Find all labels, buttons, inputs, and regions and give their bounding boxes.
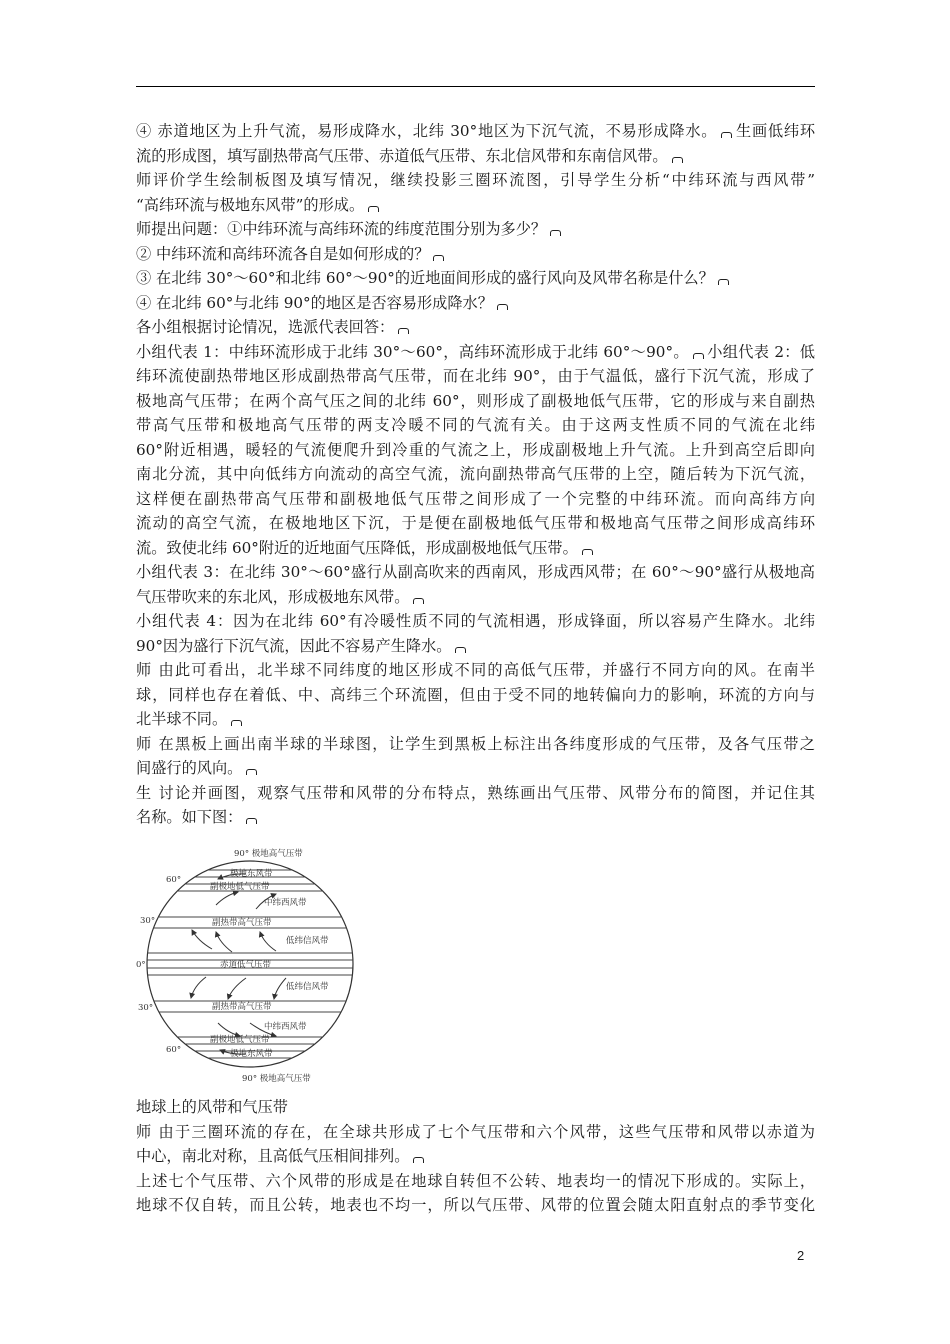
lat-60n: 60° xyxy=(166,875,182,885)
text-line-content: 60°附近相遇，暖轻的气流便爬升到冷重的气流之上，形成副极地上升气流。上升到高空后即向 xyxy=(136,440,815,459)
text-line-content: “高纬环流与极地东风带”的形成。 xyxy=(136,195,365,214)
text-line-content: 师评价学生绘制板图及填写情况，继续投影三圈环流图，引导学生分析“中纬环流与西风带” xyxy=(136,171,815,189)
text-line xyxy=(136,389,815,414)
paragraph-mark-icon xyxy=(693,353,704,359)
header-rule xyxy=(136,86,815,87)
text-line-content: 带高气压带和极地高气压带的两支冷暖不同的气流有关。由于这两支性质不同的气流在北纬 xyxy=(136,416,815,434)
paragraph-mark-icon xyxy=(582,549,593,555)
text-line xyxy=(136,266,815,291)
paragraph-mark-icon xyxy=(398,328,409,334)
paragraph-mark-icon xyxy=(413,598,424,604)
text-line xyxy=(136,217,815,242)
text-line xyxy=(136,1120,815,1145)
bottom-label: 90° 极地高气压带 xyxy=(242,1074,311,1084)
text-line-content: 师 由此可看出，北半球不同纬度的地区形成不同的高低气压带，并盛行不同方向的风。在南半 xyxy=(136,661,815,679)
text-line-content: 流动的高空气流，在极地地区下沉，于是便在副极地低气压带和极地高气压带之间形成高纬环 xyxy=(136,514,815,532)
body-text xyxy=(136,119,815,830)
label-westerly-n: 中纬西风带 xyxy=(264,898,307,908)
text-line-content: 师 在黑板上画出南半球的半球图，让学生到黑板上标注出各纬度形成的气压带，及各气压带之 xyxy=(136,734,815,753)
label-trade-n: 低纬信风带 xyxy=(286,936,329,946)
text-line xyxy=(136,438,815,463)
text-line xyxy=(136,340,815,365)
text-line-content: 地球上的风带和气压带 xyxy=(136,1098,288,1116)
label-polar-easterly-n: 极地东风带 xyxy=(230,869,273,879)
text-line-content: 小组代表 4：因为在北纬 60°有冷暖性质不同的气流相遇，形成锋面，所以容易产生降水。北纬 xyxy=(136,612,815,630)
text-line-content: 纬环流使副热带地区形成副热带高气压带，而在北纬 90°，由于气温低，盛行下沉气流，形成了 xyxy=(136,367,815,385)
lat-30n: 30° xyxy=(140,916,156,926)
text-line xyxy=(136,144,815,169)
paragraph-mark-icon xyxy=(672,157,683,163)
paragraph-mark-icon xyxy=(721,132,732,138)
text-line xyxy=(136,168,815,193)
paragraph-mark-icon xyxy=(246,818,257,824)
label-trade-s: 低纬信风带 xyxy=(286,982,329,992)
text-line-content: ④ 赤道地区为上升气流，易形成降水，北纬 30°地区为下沉气流，不易形成降水。 xyxy=(136,122,718,140)
text-line xyxy=(136,683,815,708)
text-line-content: 间盛行的风向。 xyxy=(136,759,243,777)
text-line xyxy=(136,805,815,830)
label-polar-easterly-s: 极地东风带 xyxy=(230,1049,273,1059)
text-line-content: 上述七个气压带、六个风带的形成是在地球自转但不公转、地表均一的情况下形成的。实际上， xyxy=(136,1171,815,1190)
paragraph-mark-icon xyxy=(497,304,508,310)
text-line-content: 流的形成图，填写副热带高气压带、赤道低气压带、东北信风带和东南信风带。 xyxy=(136,146,668,165)
text-line xyxy=(136,291,815,316)
text-line xyxy=(136,732,815,757)
text-line xyxy=(136,364,815,389)
text-line xyxy=(136,536,815,561)
text-line-content: 生 讨论并画图，观察气压带和风带的分布特点，熟练画出气压带、风带分布的简图，并记住其 xyxy=(136,783,815,802)
label-subtropical-high-n: 副热带高气压带 xyxy=(212,918,272,928)
text-line-content: 师提出问题：①中纬环流与高纬环流的纬度范围分别为多少？ xyxy=(136,220,547,238)
text-line xyxy=(136,487,815,512)
text-line-content: ④ 在北纬 60°与北纬 90°的地区是否容易形成降水？ xyxy=(136,293,493,312)
text-line xyxy=(136,193,815,218)
text-line xyxy=(136,119,815,144)
lat-30s: 30° xyxy=(138,1003,154,1013)
body-text-continued xyxy=(136,1095,815,1218)
text-line-content: ② 中纬环流和高纬环流各自是如何形成的？ xyxy=(136,244,430,263)
text-line xyxy=(136,1193,815,1218)
text-line xyxy=(136,511,815,536)
text-line xyxy=(136,1169,815,1194)
label-subpolar-low-n: 副极地低气压带 xyxy=(210,882,270,892)
text-line xyxy=(136,242,815,267)
text-line-content: 南北分流，其中向低纬方向流动的高空气流，流向副热带高气压带的上空，随后转为下沉气流， xyxy=(136,465,815,483)
text-line-content: 师 由于三圈环流的存在，在全球共形成了七个气压带和六个风带，这些气压带和风带以赤道为 xyxy=(136,1122,815,1141)
label-westerly-s: 中纬西风带 xyxy=(264,1022,307,1032)
text-line xyxy=(136,634,815,659)
top-label: 90° 极地高气压带 xyxy=(234,849,303,859)
text-line xyxy=(136,609,815,634)
text-line xyxy=(136,658,815,683)
label-subpolar-low-s: 副极地低气压带 xyxy=(210,1035,270,1045)
text-line-tail: 小组代表 2：低 xyxy=(706,342,815,361)
text-line-content: 这样便在副热带高气压带和副极地低气压带之间形成了一个完整的中纬环流。而向高纬方向 xyxy=(136,489,815,508)
lat-0: 0° xyxy=(136,960,146,970)
text-line xyxy=(136,1095,815,1120)
text-line-content: 中心，南北对称，且高低气压相间排列。 xyxy=(136,1147,410,1165)
paragraph-mark-icon xyxy=(433,255,444,261)
text-line xyxy=(136,560,815,585)
text-line-content: 流。致使北纬 60°附近的近地面气压降低，形成副极地低气压带。 xyxy=(136,538,578,557)
text-line xyxy=(136,781,815,806)
text-line xyxy=(136,756,815,781)
text-line xyxy=(136,585,815,610)
text-line xyxy=(136,413,815,438)
text-line-content: 地球不仅自转，而且公转，地表也不均一，所以气压带、风带的位置会随太阳直射点的季节变化 xyxy=(136,1196,815,1214)
label-subtropical-high-s: 副热带高气压带 xyxy=(212,1002,272,1012)
text-line xyxy=(136,1144,815,1169)
paragraph-mark-icon xyxy=(246,769,257,775)
text-line-content: 气压带吹来的东北风，形成极地东风带。 xyxy=(136,587,410,606)
page-number: 2 xyxy=(797,1248,805,1263)
text-line-content: 小组代表 3：在北纬 30°～60°盛行从副高吹来的西南风，形成西风带；在 60°～90°盛行从极地高 xyxy=(136,563,815,581)
text-line xyxy=(136,462,815,487)
text-line xyxy=(136,315,815,340)
paragraph-mark-icon xyxy=(231,720,242,726)
paragraph-mark-icon xyxy=(550,230,561,236)
text-line xyxy=(136,707,815,732)
label-equatorial-low: 赤道低气压带 xyxy=(220,960,272,970)
paragraph-mark-icon xyxy=(455,647,466,653)
text-line-content: 极地高气压带；在两个高气压之间的北纬 60°，则形成了副极地低气压带，它的形成与来自副热 xyxy=(136,391,815,410)
text-line-content: ③ 在北纬 30°～60°和北纬 60°～90°的近地面间形成的盛行风向及风带名称是什么？ xyxy=(136,269,714,287)
text-line-content: 小组代表 1：中纬环流形成于北纬 30°～60°，高纬环流形成于北纬 60°～90°。 xyxy=(136,342,689,361)
text-line-content: 名称。如下图： xyxy=(136,808,243,826)
text-line-content: 各小组根据讨论情况，选派代表回答： xyxy=(136,318,395,336)
text-line-content: 球，同样也存在着低、中、高纬三个环流圈，但由于受不同的地转偏向力的影响，环流的方向与 xyxy=(136,685,815,704)
text-line-content: 90°因为盛行下沉气流，因此不容易产生降水。 xyxy=(136,636,452,655)
paragraph-mark-icon xyxy=(718,279,729,285)
wind-pressure-belt-figure xyxy=(136,843,364,1086)
paragraph-mark-icon xyxy=(368,206,379,212)
lat-60s: 60° xyxy=(166,1045,182,1055)
paragraph-mark-icon xyxy=(413,1157,424,1163)
text-line-content: 北半球不同。 xyxy=(136,710,228,728)
text-line-tail: 生画低纬环 xyxy=(735,122,815,140)
